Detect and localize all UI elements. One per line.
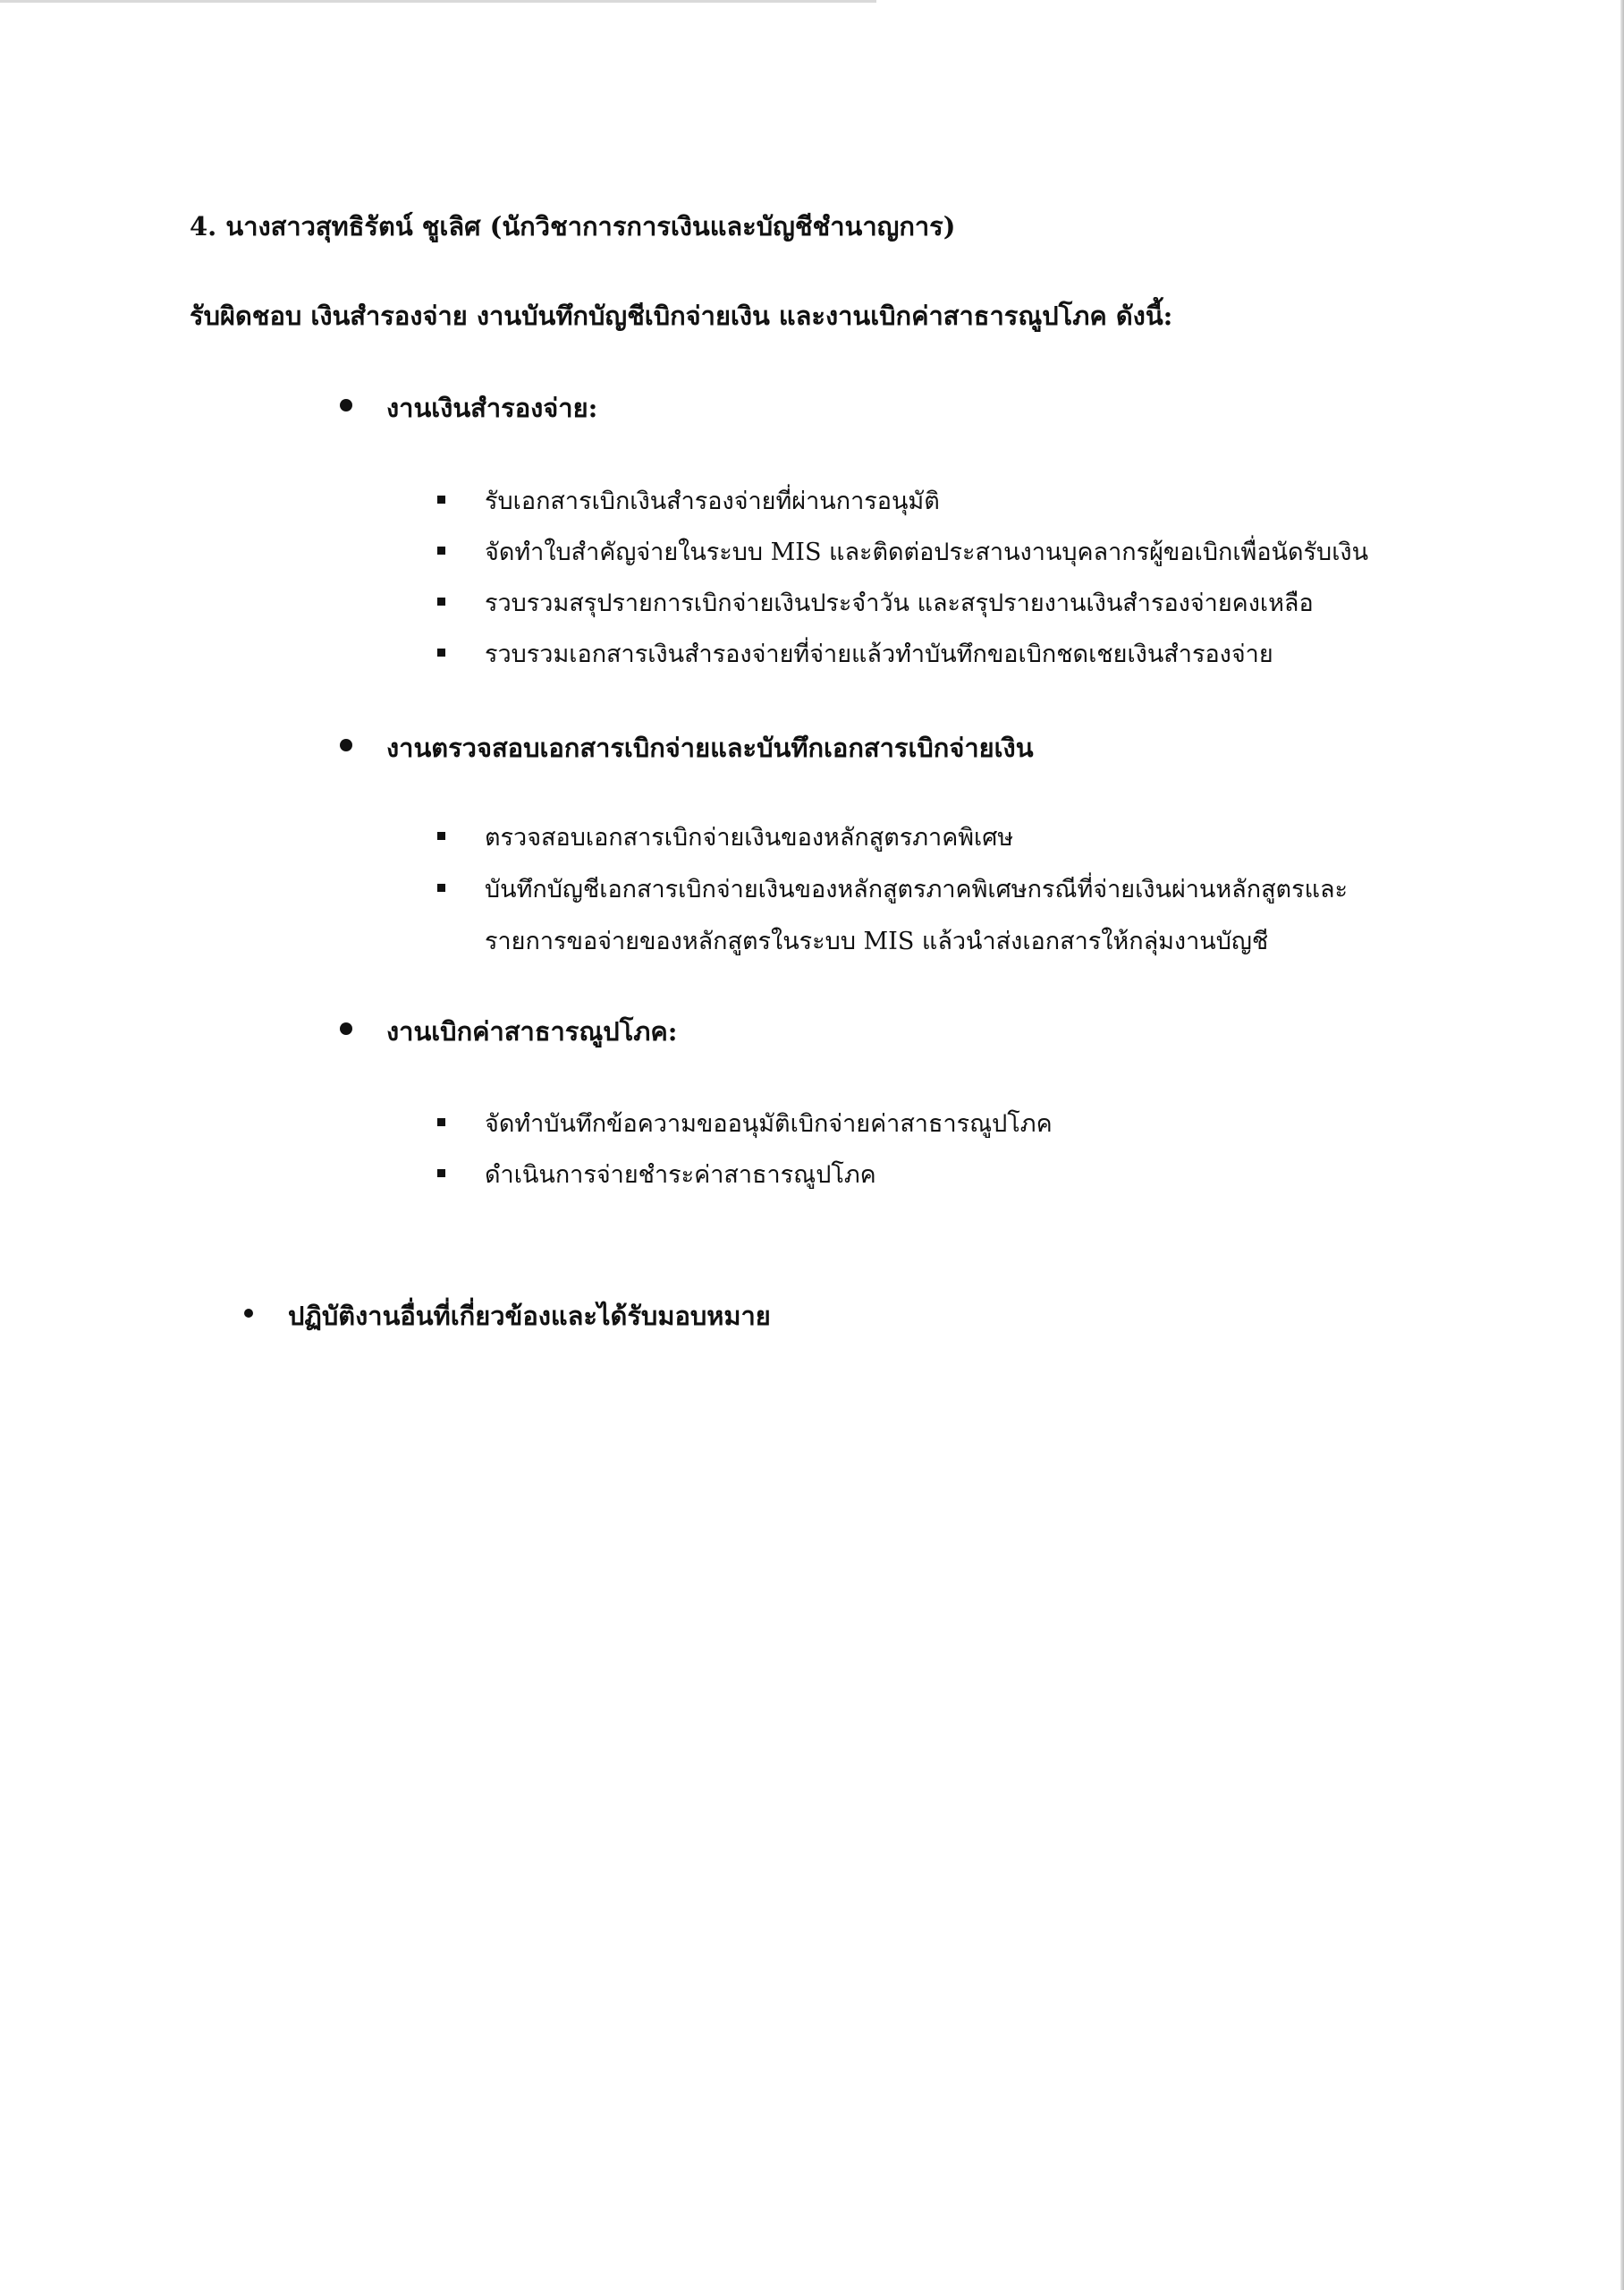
item-bullet-icon bbox=[437, 1169, 445, 1177]
section-title-utilities: งานเบิกค่าสาธารณูปโภค: bbox=[386, 1016, 678, 1047]
item-bullet-icon bbox=[437, 598, 445, 606]
section-bullet-icon bbox=[340, 739, 352, 751]
list-item: รวบรวมเอกสารเงินสำรองจ่ายที่จ่ายแล้วทำบันทึกขอเบิกชดเชยเงินสำรองจ่าย bbox=[485, 640, 1273, 668]
section-bullet-icon bbox=[340, 1022, 352, 1035]
staff-heading: 4. นางสาวสุทธิรัตน์ ชูเลิศ (นักวิชาการการเงินและบัญชีชำนาญการ) bbox=[190, 211, 956, 242]
list-item: ดำเนินการจ่ายชำระค่าสาธารณูปโภค bbox=[485, 1161, 876, 1189]
other-duty-bullet-icon bbox=[244, 1309, 253, 1318]
list-item: จัดทำบันทึกข้อความขออนุมัติเบิกจ่ายค่าสาธารณูปโภค bbox=[485, 1110, 1053, 1138]
section-title-document-check: งานตรวจสอบเอกสารเบิกจ่ายและบันทึกเอกสารเบิกจ่ายเงิน bbox=[386, 733, 1034, 763]
section-title-reserve-fund: งานเงินสำรองจ่าย: bbox=[386, 393, 598, 423]
item-bullet-icon bbox=[437, 832, 445, 840]
scan-edge-right bbox=[1620, 0, 1624, 2290]
responsibility-statement: รับผิดชอบ เงินสำรองจ่าย งานบันทึกบัญชีเบิกจ่ายเงิน และงานเบิกค่าสาธารณูปโภค ดังนี้: bbox=[190, 301, 1173, 331]
item-bullet-icon bbox=[437, 547, 445, 555]
list-item: รวบรวมสรุปรายการเบิกจ่ายเงินประจำวัน และสรุปรายงานเงินสำรองจ่ายคงเหลือ bbox=[485, 589, 1314, 617]
item-bullet-icon bbox=[437, 1118, 445, 1126]
section-bullet-icon bbox=[340, 399, 352, 411]
item-bullet-icon bbox=[437, 884, 445, 892]
item-bullet-icon bbox=[437, 496, 445, 504]
list-item: ตรวจสอบเอกสารเบิกจ่ายเงินของหลักสูตรภาคพิเศษ bbox=[485, 824, 1014, 852]
other-duty: ปฏิบัติงานอื่นที่เกี่ยวข้องและได้รับมอบหมาย bbox=[288, 1301, 771, 1331]
scan-edge-top bbox=[0, 0, 876, 3]
list-item: บันทึกบัญชีเอกสารเบิกจ่ายเงินของหลักสูตรภาคพิเศษกรณีที่จ่ายเงินผ่านหลักสูตรและ bbox=[485, 876, 1349, 903]
item-bullet-icon bbox=[437, 649, 445, 657]
list-item: จัดทำใบสำคัญจ่ายในระบบ MIS และติดต่อประสานงานบุคลากรผู้ขอเบิกเพื่อนัดรับเงิน bbox=[485, 539, 1369, 566]
list-item: รับเอกสารเบิกเงินสำรองจ่ายที่ผ่านการอนุมัติ bbox=[485, 488, 940, 515]
list-item-continuation: รายการขอจ่ายของหลักสูตรในระบบ MIS แล้วนำส่งเอกสารให้กลุ่มงานบัญชี bbox=[485, 928, 1269, 955]
